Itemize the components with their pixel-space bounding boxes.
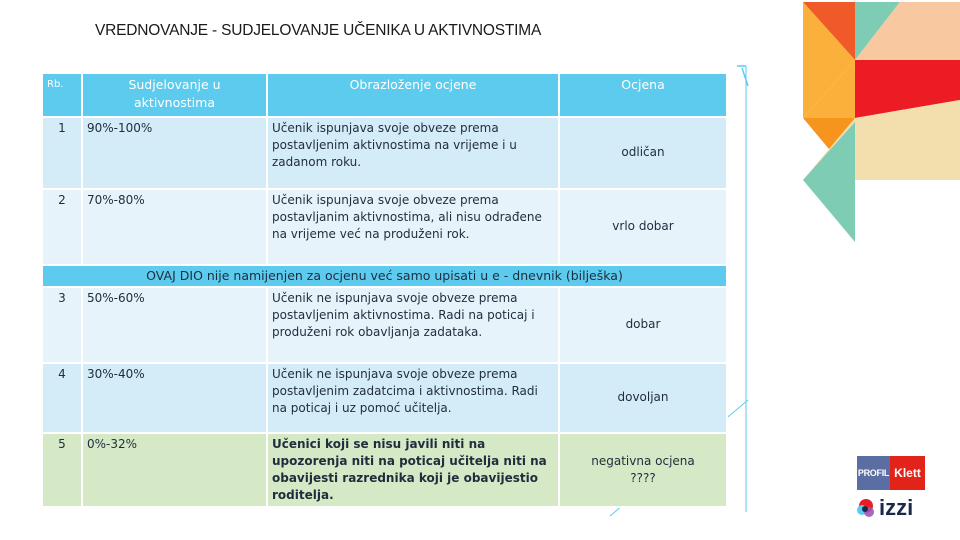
header-grade: Ocjena — [559, 73, 727, 117]
grade-cell — [559, 433, 727, 507]
header-explanation: Obrazloženje ocjene — [267, 73, 559, 117]
slide-title: VREDNOVANJE - SUDJELOVANJE UČENIKA U AKTIVNOSTIMA — [95, 22, 542, 39]
note-row — [42, 265, 727, 287]
grade-explanation: Učenik ne ispunjava svoje obveze prema postavljenim zadatcima i aktivnostima. Radi na poticaj i uz pomoć učitelja. — [267, 363, 559, 433]
grade-explanation: Učenik ispunjava svoje obveze prema postavljanim aktivnostima, ali nisu odrađene na vrijeme već na produženi rok. — [267, 189, 559, 265]
header-rb: Rb. — [42, 73, 82, 117]
izzi-logo-text: izzi — [879, 495, 914, 520]
klett-logo-text: Klett — [890, 456, 925, 490]
profil-logo-text: PROFIL — [857, 456, 890, 490]
participation-range: 70%-80% — [82, 189, 267, 265]
grade-explanation: Učenik ispunjava svoje obveze prema postavljenim aktivnostima na vrijeme i u zadanom roku. — [267, 117, 559, 189]
participation-range: 0%-32% — [82, 433, 267, 507]
izzi-mark-icon — [855, 497, 877, 523]
participation-range: 90%-100% — [82, 117, 267, 189]
profil-klett-logo — [857, 456, 925, 490]
grade-explanation: Učenik ne ispunjava svoje obveze prema postavljenim aktivnostima. Radi na poticaj i produženi rok obavljanja zadataka. — [267, 287, 559, 363]
grade-value: dobar — [559, 287, 727, 363]
table-row — [42, 287, 727, 363]
table-row — [42, 117, 727, 189]
table-header-row — [42, 73, 727, 117]
e-dnevnik-note: OVAJ DIO nije namijenjen za ocjenu već samo upisati u e - dnevnik (bilješka) — [42, 265, 727, 287]
header-participation: Sudjelovanje u aktivnostima — [82, 73, 267, 117]
grade-note: ???? — [630, 470, 656, 485]
row-number: 1 — [42, 117, 82, 189]
row-number: 3 — [42, 287, 82, 363]
table-row — [42, 363, 727, 433]
participation-range: 50%-60% — [82, 287, 267, 363]
grade-value: negativna ocjena — [591, 453, 695, 468]
grade-value: odličan — [559, 117, 727, 189]
table-row — [42, 433, 727, 507]
row-number: 2 — [42, 189, 82, 265]
grade-value: vrlo dobar — [559, 189, 727, 265]
grade-explanation: Učenici koji se nisu javili niti na upozorenja niti na poticaj učitelja niti na obavijesti razrednika koji je obavijestio roditelja. — [267, 433, 559, 507]
participation-range: 30%-40% — [82, 363, 267, 433]
row-number: 5 — [42, 433, 82, 507]
table-row — [42, 189, 727, 265]
grade-value: dovoljan — [559, 363, 727, 433]
grading-table — [41, 72, 728, 508]
izzi-logo — [855, 497, 947, 527]
row-number: 4 — [42, 363, 82, 433]
